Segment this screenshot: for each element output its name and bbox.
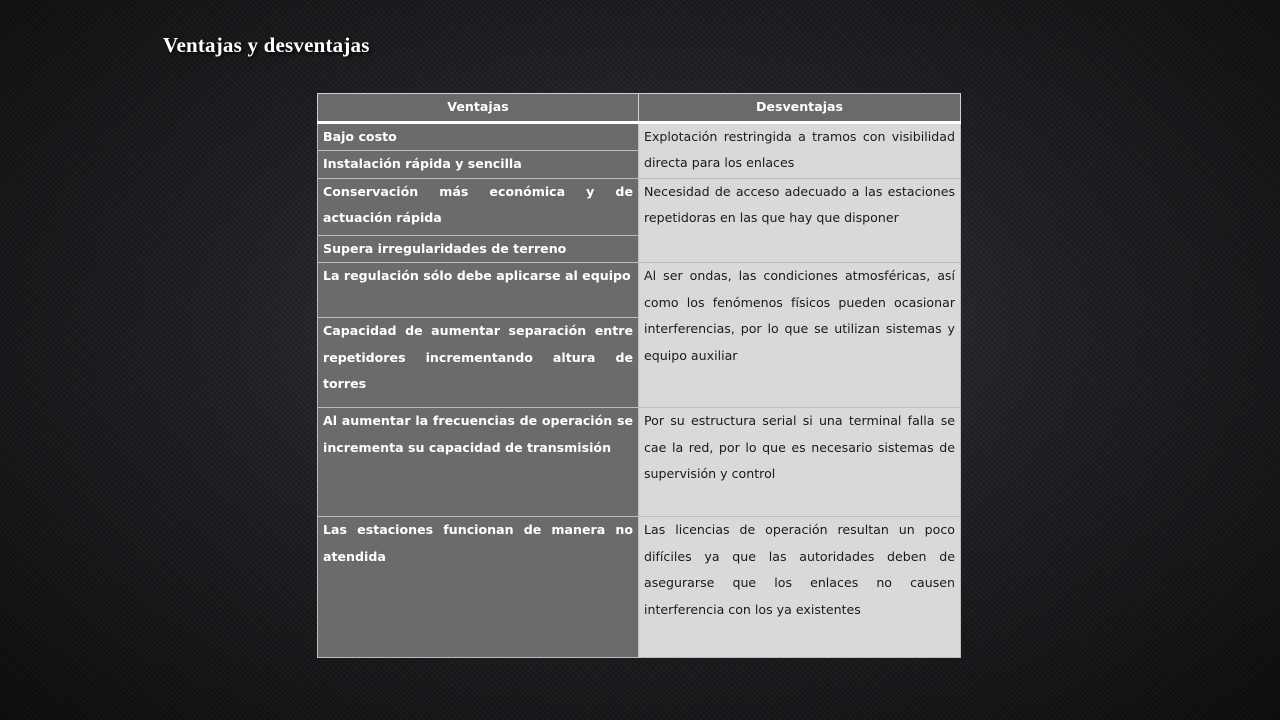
table-row — [318, 178, 961, 235]
table-header-row — [318, 94, 961, 123]
advantage-cell: Capacidad de aumentar separación entre repetidores incrementando altura de torres — [318, 318, 639, 408]
comparison-table — [317, 93, 961, 658]
disadvantage-cell: Las licencias de operación resultan un poco difíciles ya que las autoridades deben de asegurarse que los enlaces no causen interferencia con los ya existentes — [639, 517, 961, 658]
advantage-cell: Conservación más económica y de actuación rápida — [318, 178, 639, 235]
table-row — [318, 517, 961, 658]
table-row — [318, 122, 961, 151]
disadvantage-cell: Necesidad de acceso adecuado a las estaciones repetidoras en las que hay que disponer — [639, 178, 961, 263]
header-disadvantages: Desventajas — [639, 94, 961, 123]
comparison-table-container — [317, 93, 960, 656]
advantage-cell: Al aumentar la frecuencias de operación se incrementa su capacidad de transmisión — [318, 408, 639, 517]
advantage-cell: Las estaciones funcionan de manera no atendida — [318, 517, 639, 658]
advantage-cell: La regulación sólo debe aplicarse al equipo — [318, 263, 639, 318]
disadvantage-cell: Explotación restringida a tramos con visibilidad directa para los enlaces — [639, 122, 961, 178]
table-row — [318, 263, 961, 318]
advantage-cell: Supera irregularidades de terreno — [318, 235, 639, 263]
advantage-cell: Instalación rápida y sencilla — [318, 151, 639, 179]
disadvantage-cell: Por su estructura serial si una terminal falla se cae la red, por lo que es necesario sistemas de supervisión y control — [639, 408, 961, 517]
header-advantages: Ventajas — [318, 94, 639, 123]
slide-title: Ventajas y desventajas — [163, 33, 370, 57]
disadvantage-cell: Al ser ondas, las condiciones atmosféricas, así como los fenómenos físicos pueden ocasionar interferencias, por lo que se utilizan sistemas y equipo auxiliar — [639, 263, 961, 408]
table-row — [318, 408, 961, 517]
advantage-cell: Bajo costo — [318, 122, 639, 151]
